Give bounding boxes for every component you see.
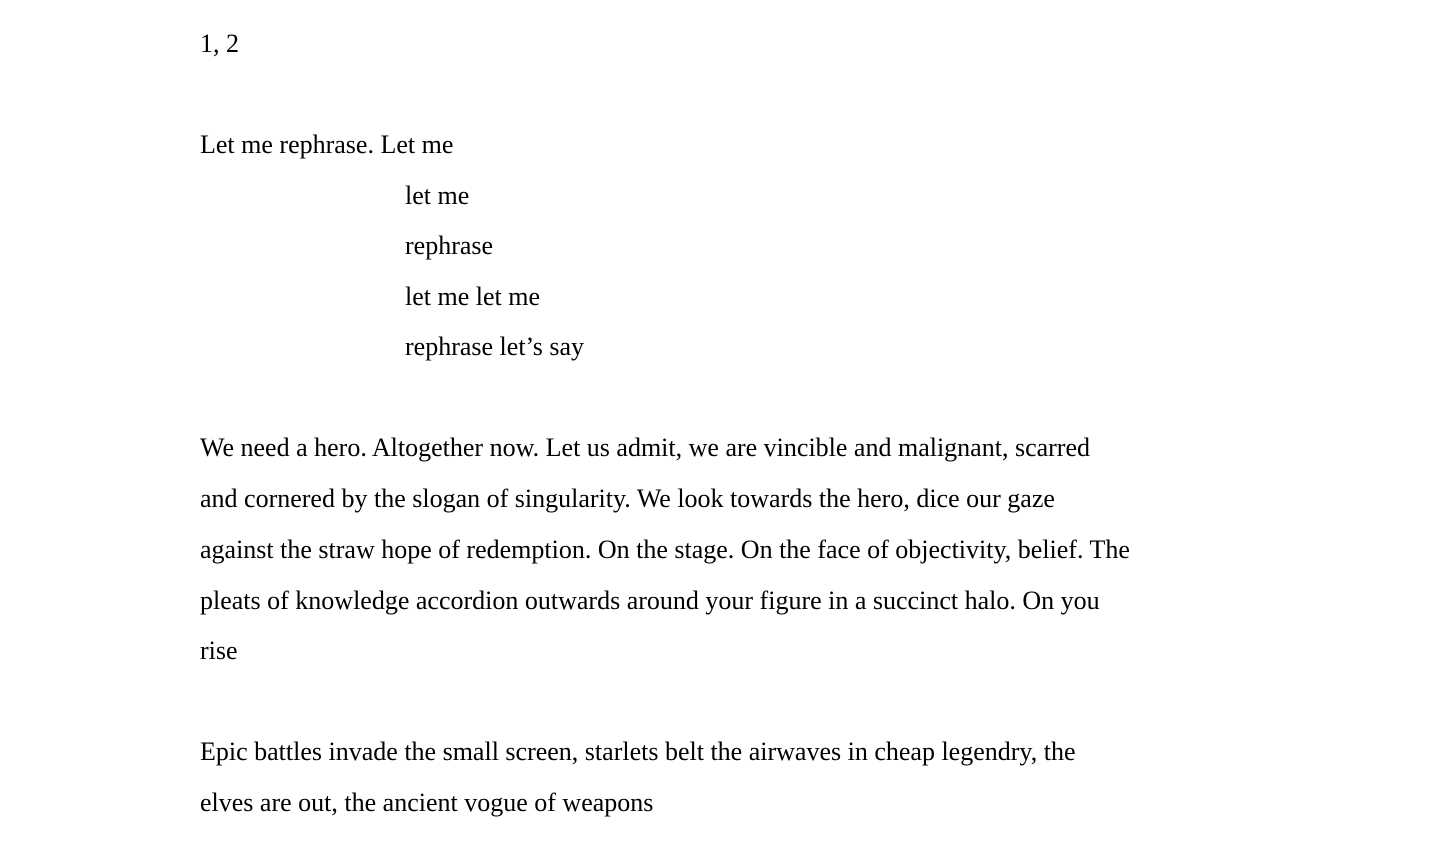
paragraph-line: Epic battles invade the small screen, starlets belt the airwaves in cheap legendry, the [200, 737, 1076, 766]
paragraph-line: and cornered by the slogan of singularity. We look towards the hero, dice our gaze [200, 484, 1055, 513]
paragraph-line: rise [200, 636, 238, 665]
stanza-indented-line: rephrase [405, 231, 494, 260]
stanza-indented-line: rephrase let’s say [405, 332, 585, 361]
paragraph-line: We need a hero. Altogether now. Let us admit, we are vincible and malignant, scarred [200, 433, 1091, 462]
paragraph-line: elves are out, the ancient vogue of weapons [200, 788, 654, 817]
stanza-first-line: Let me rephrase. Let me [200, 130, 454, 159]
page-number: 1, 2 [200, 29, 239, 58]
paragraph-line: against the straw hope of redemption. On the stage. On the face of objectivity, belief. The [200, 535, 1130, 564]
paragraph-line: pleats of knowledge accordion outwards around your figure in a succinct halo. On you [200, 586, 1100, 615]
stanza-indented-line: let me [405, 181, 470, 210]
stanza-indented-line: let me let me [405, 282, 541, 311]
